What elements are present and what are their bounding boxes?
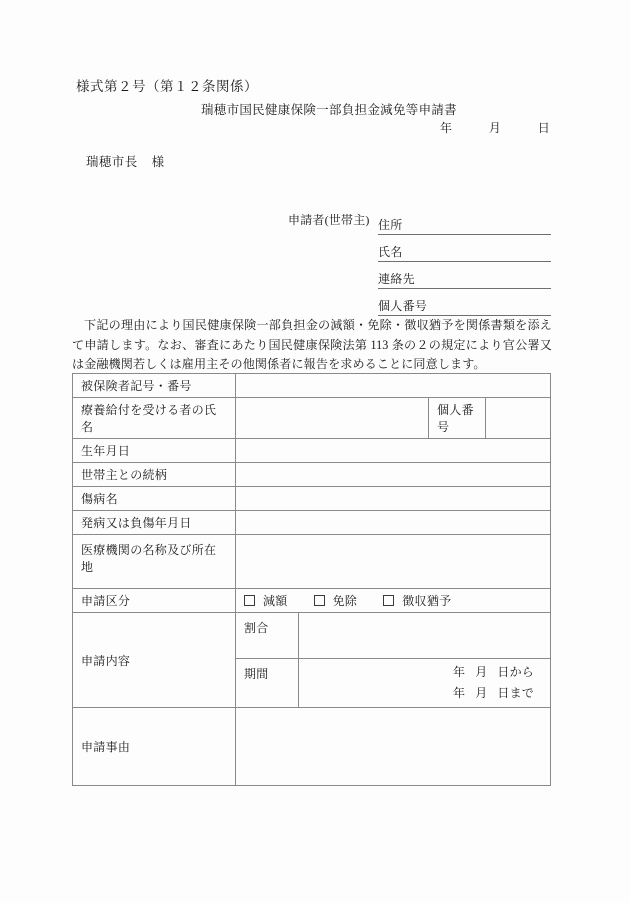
checkbox-label-exemption: 免除 [332, 594, 358, 608]
label-birthdate: 生年月日 [73, 439, 236, 463]
table-row-onset-date [73, 511, 551, 535]
label-ratio: 割合 [236, 613, 299, 659]
body-paragraph: 下記の理由により国民健康保険一部負担金の減額・免除・徴収猶予を関係書類を添えて申請します。なお、審査にあたり国民健康保険法第 113 条の２の規定により官公署又は金融機関若しくは雇用主その他関係者に報告を求めることに同意します。 [72, 318, 552, 372]
value-period[interactable] [299, 659, 551, 708]
applicant-field-contact-label: 連絡先 [378, 271, 415, 286]
value-ratio[interactable] [299, 613, 551, 659]
value-reason[interactable] [236, 708, 551, 786]
period-to-month: 月 [475, 686, 488, 700]
label-application-content: 申請内容 [73, 613, 236, 708]
checkbox-label-reduction: 減額 [263, 594, 288, 608]
period-to-line [307, 683, 534, 704]
date-month-label: 月 [488, 121, 502, 135]
checkbox-item-deferral[interactable] [383, 592, 451, 609]
table-row-relationship [73, 463, 551, 487]
value-institution[interactable] [236, 535, 551, 589]
period-from-year: 年 [452, 665, 466, 679]
label-my-number: 個人番号 [429, 398, 486, 439]
date-year-label: 年 [440, 121, 453, 135]
applicant-field-address[interactable] [378, 208, 551, 235]
date-line [440, 119, 550, 136]
applicant-field-name[interactable] [378, 235, 551, 262]
value-onset-date[interactable] [236, 511, 551, 535]
value-birthdate[interactable] [236, 439, 551, 463]
value-my-number[interactable] [486, 398, 551, 439]
label-insured-number: 被保険者記号・番号 [73, 374, 236, 398]
table-row-recipient-name [73, 398, 551, 439]
applicant-field-mynumber-label: 個人番号 [378, 298, 428, 313]
checkbox-group [244, 592, 542, 609]
value-recipient-name[interactable] [236, 398, 429, 439]
table-row-institution [73, 535, 551, 589]
label-period: 期間 [236, 659, 299, 708]
label-institution: 医療機関の名称及び所在地 [73, 535, 236, 589]
table-row-ratio [73, 613, 551, 659]
applicant-field-name-label: 氏名 [378, 244, 403, 259]
applicant-field-contact[interactable] [378, 262, 551, 289]
applicant-heading: 申請者(世帯主) [288, 213, 370, 227]
period-to-year: 年 [452, 686, 466, 700]
period-from-line [307, 662, 534, 683]
application-table [72, 373, 551, 786]
table-row-disease-name [73, 487, 551, 511]
value-relationship[interactable] [236, 463, 551, 487]
document-title: 瑞穂市国民健康保険一部負担金減免等申請書 [200, 103, 457, 117]
form-code: 様式第２号（第１２条関係） [76, 79, 258, 94]
label-application-type: 申請区分 [73, 589, 236, 613]
period-from-month: 月 [475, 665, 488, 679]
checkbox-item-reduction[interactable] [244, 592, 288, 609]
checkbox-label-deferral: 徴収猶予 [402, 594, 452, 608]
checkbox-icon-deferral[interactable] [383, 595, 394, 606]
label-onset-date: 発病又は負傷年月日 [73, 511, 236, 535]
value-disease-name[interactable] [236, 487, 551, 511]
table-row-birthdate [73, 439, 551, 463]
application-type-options [236, 589, 551, 613]
table-row-application-type [73, 589, 551, 613]
label-recipient-name: 療養給付を受ける者の氏名 [73, 398, 236, 439]
table-row-insured-number [73, 374, 551, 398]
checkbox-icon-exemption[interactable] [314, 595, 325, 606]
applicant-field-mynumber[interactable] [378, 289, 551, 316]
addressee-honorific: 様 [151, 155, 165, 169]
period-date-lines [307, 662, 542, 704]
checkbox-icon-reduction[interactable] [244, 595, 255, 606]
table-row-reason [73, 708, 551, 786]
label-reason: 申請事由 [73, 708, 236, 786]
applicant-field-address-label: 住所 [378, 217, 403, 232]
label-relationship: 世帯主との続柄 [73, 463, 236, 487]
period-to-day: 日まで [497, 686, 534, 700]
label-disease-name: 傷病名 [73, 487, 236, 511]
addressee-name: 瑞穂市長 [86, 155, 138, 169]
period-from-day: 日から [497, 665, 534, 679]
value-insured-number[interactable] [236, 374, 551, 398]
date-day-label: 日 [537, 121, 550, 135]
checkbox-item-exemption[interactable] [314, 592, 358, 609]
addressee [86, 152, 165, 170]
applicant-fields [378, 208, 551, 316]
